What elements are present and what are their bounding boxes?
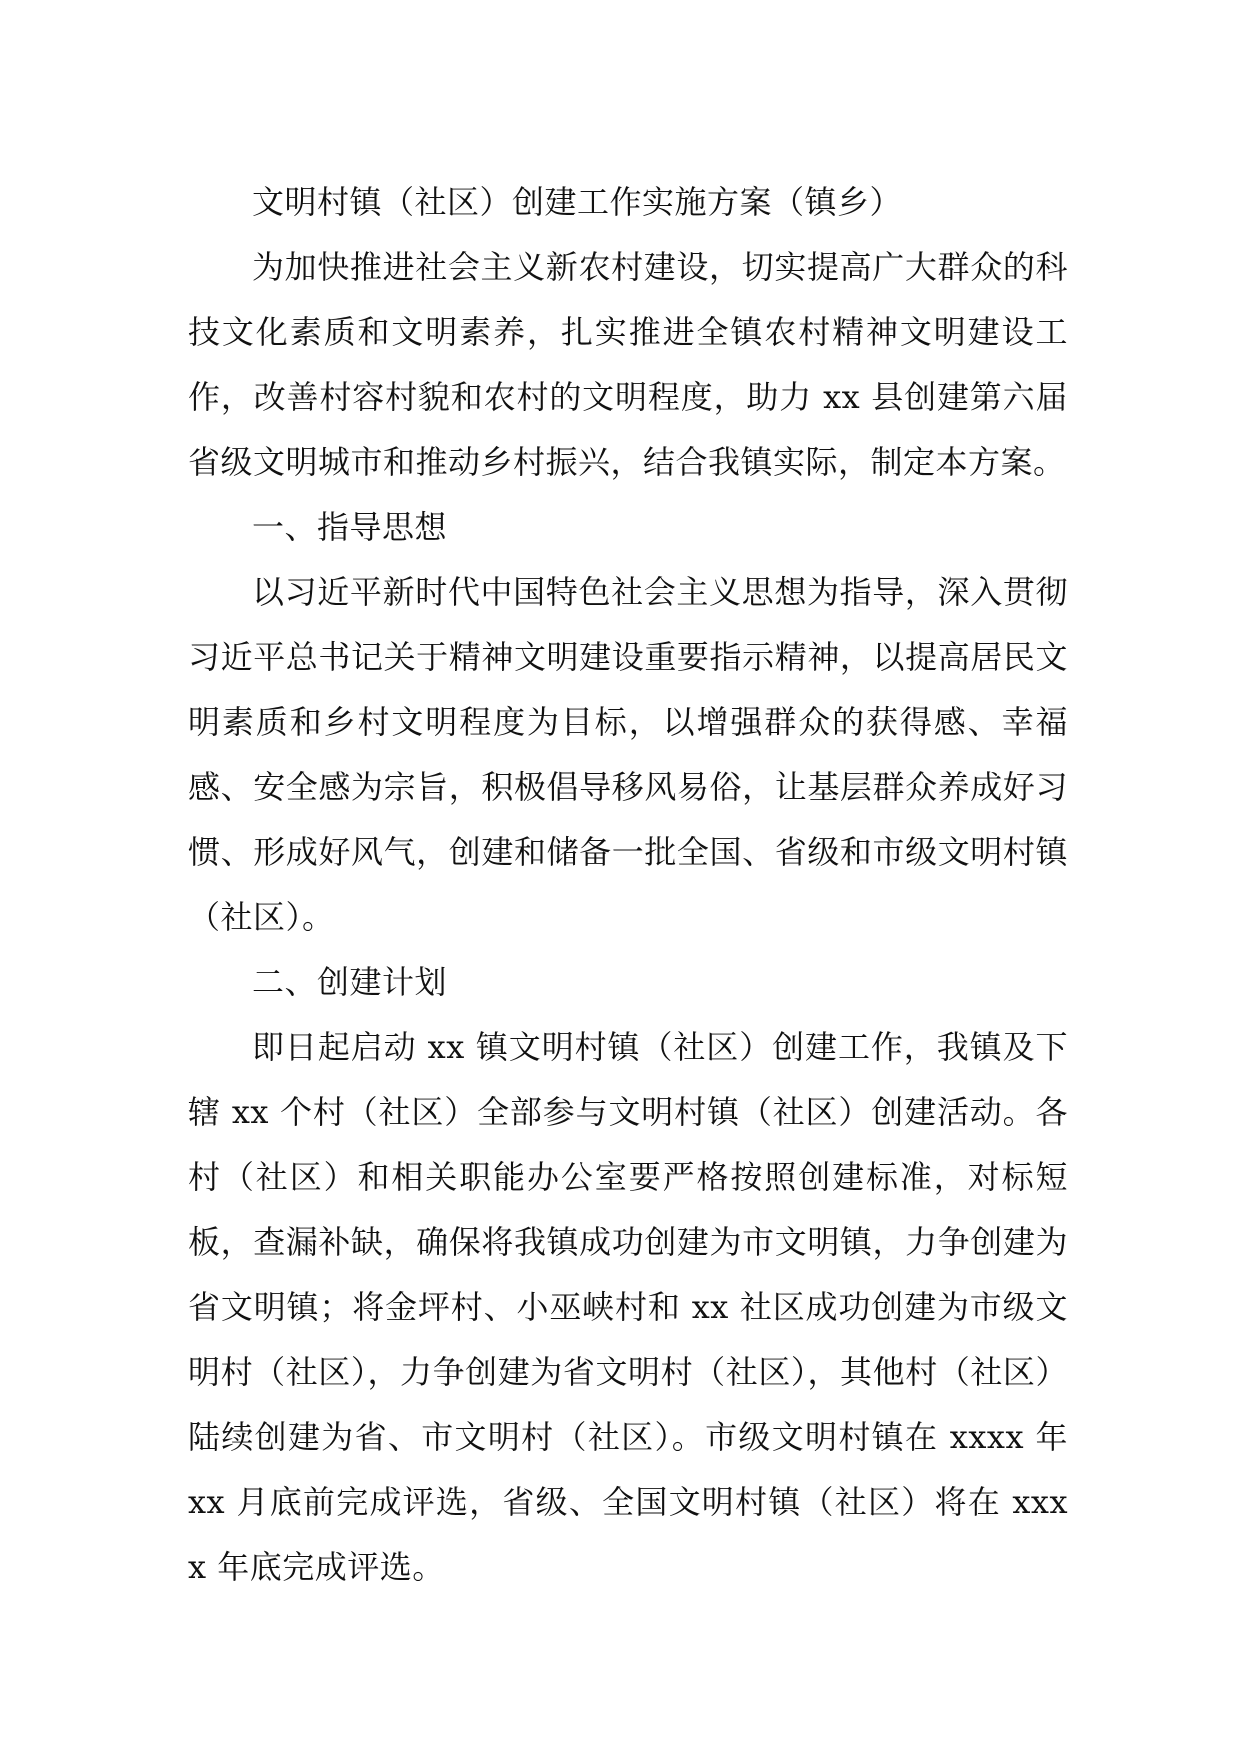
intro-paragraph: 为加快推进社会主义新农村建设，切实提高广大群众的科技文化素质和文明素养，扎实推进全镇农村精神文明建设工作，改善村容村貌和农村的文明程度，助力 xx 县创建第六届省级文明城市和推动乡村振兴，结合我镇实际，制定本方案。 [188,248,1068,481]
guiding-ideology-paragraph: 以习近平新时代中国特色社会主义思想为指导，深入贯彻习近平总书记关于精神文明建设重要指示精神，以提高居民文明素质和乡村文明程度为目标，以增强群众的获得感、幸福感、安全感为宗旨，积极倡导移风易俗，让基层群众养成好习惯、形成好风气，创建和储备一批全国、省级和市级文明村镇（社区）。 [188,573,1068,936]
document-title: 文明村镇（社区）创建工作实施方案（镇乡） [252,183,903,221]
document-body [188,170,1068,1600]
section-heading-guiding-ideology: 一、指导思想 [252,508,448,546]
creation-plan-paragraph: 即日起启动 xx 镇文明村镇（社区）创建工作，我镇及下辖 xx 个村（社区）全部参与文明村镇（社区）创建活动。各村（社区）和相关职能办公室要严格按照创建标准，对标短板，查漏补缺，确保将我镇成功创建为市文明镇，力争创建为省文明镇；将金坪村、小巫峡村和 xx 社区成功创建为市级文明村（社区），力争创建为省文明村（社区），其他村（社区）陆续创建为省、市文明村（社区）。市级文明村镇在 xxxx 年 xx 月底前完成评选，省级、全国文明村镇（社区）将在 xxxx 年底完成评选。 [188,1028,1068,1586]
section-heading-creation-plan: 二、创建计划 [252,963,448,1001]
